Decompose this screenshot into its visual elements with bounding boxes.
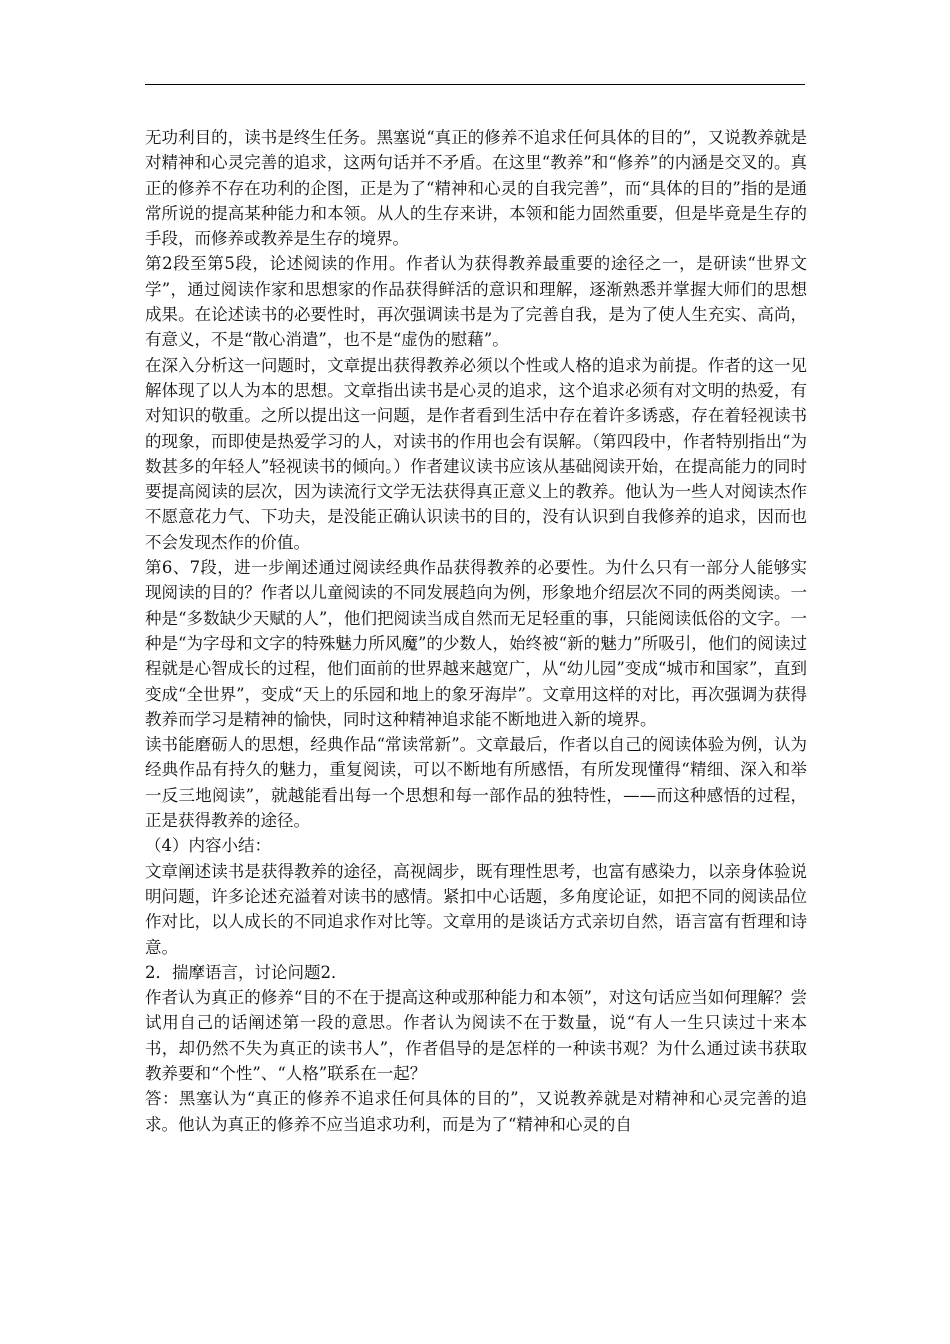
paragraph-5: 读书能磨砺人的思想，经典作品“常读常新”。文章最后，作者以自己的阅读体验为例，认为经典作品有持久的魅力，重复阅读，可以不断地有所感悟，有所发现懂得“精细、深入和举一反三地阅读”，就越能看出每一个思想和每一部作品的独特性，——而这种感悟的过程，正是获得教养的途径。 [145,735,807,831]
paragraph-4: 第6、7段，进一步阐述通过阅读经典作品获得教养的必要性。为什么只有一部分人能够实现阅读的目的？作者以儿童阅读的不同发展趋向为例，形象地介绍层次不同的两类阅读。一种是“多数缺少天赋的人”，他们把阅读当成自然而无足轻重的事，只能阅读低俗的文字。一种是“为字母和文字的特殊魅力所风魔”的少数人，始终被“新的魅力”所吸引，他们的阅读过程就是心智成长的过程，他们面前的世界越来越宽广，从“幼儿园”变成“城市和国家”，直到变成“全世界”，变成“天上的乐园和地上的象牙海岸”。文章用这样的对比，再次强调为获得教养而学习是精神的愉快，同时这种精神追求能不断地进入新的境界。 [145,558,807,729]
paragraph-question: 作者认为真正的修养“目的不在于提高这种或那种能力和本领”，对这句话应当如何理解？尝试用自己的话阐述第一段的意思。作者认为阅读不在于数量，说“有人一生只读过十来本书，却仍然不失为真正的读书人”，作者倡导的是怎样的一种读书观？为什么通过读书获取教养要和“个性”、“人格”联系在一起？ [145,988,807,1083]
paragraph-1: 无功利目的，读书是终生任务。黑塞说“真正的修养不追求任何具体的目的”，又说教养就是对精神和心灵完善的追求，这两句话并不矛盾。在这里“教养”和“修养”的内涵是交叉的。真正的修养不存在功利的企图，正是为了“精神和心灵的自我完善”，而“具体的目的”指的是通常所说的提高某种能力和本领。从人的生存来讲，本领和能力固然重要，但是毕竟是生存的手段，而修养或教养是生存的境界。 [145,128,807,249]
document-body [145,125,807,1137]
section-heading-summary: （4）内容小结： [145,836,271,856]
paragraph-summary: 文章阐述读书是获得教养的途径，高视阔步，既有理性思考，也富有感染力，以亲身体验说明问题，许多论述充溢着对读书的感情。紧扣中心话题，多角度论证，如把不同的阅读品位作对比，以人成长的不同追求作对比等。文章用的是谈话方式亲切自然，语言富有哲理和诗意。 [145,861,807,957]
paragraph-answer: 答：黑塞认为“真正的修养不追求任何具体的目的”，又说教养就是对精神和心灵完善的追求。他认为真正的修养不应当追求功利，而是为了“精神和心灵的自 [145,1089,807,1134]
paragraph-2: 第2段至第5段，论述阅读的作用。作者认为获得教养最重要的途径之一，是研读“世界文学”，通过阅读作家和思想家的作品获得鲜活的意识和理解，逐渐熟悉并掌握大师们的思想成果。在论述读书的必要性时，再次强调读书是为了完善自我，是为了使人生充实、高尚，有意义，不是“散心消遣”，也不是“虚伪的慰藉”。 [145,254,807,350]
header-rule [145,84,805,85]
section-heading-language: 2．揣摩语言，讨论问题2． [145,962,348,982]
paragraph-3: 在深入分析这一问题时，文章提出获得教养必须以个性或人格的追求为前提。作者的这一见解体现了以人为本的思想。文章指出读书是心灵的追求，这个追求必须有对文明的热爱，有对知识的敬重。之所以提出这一问题，是作者看到生活中存在着许多诱惑，存在着轻视读书的现象，而即使是热爱学习的人，对读书的作用也会有误解。（第四段中，作者特别指出“为数甚多的年轻人”轻视读书的倾向。）作者建议读书应该从基础阅读开始，在提高能力的同时要提高阅读的层次，因为读流行文学无法获得真正意义上的教养。他认为一些人对阅读杰作不愿意花力气、下功夫，是没能正确认识读书的目的，没有认识到自我修养的追求，因而也不会发现杰作的价值。 [145,355,807,552]
